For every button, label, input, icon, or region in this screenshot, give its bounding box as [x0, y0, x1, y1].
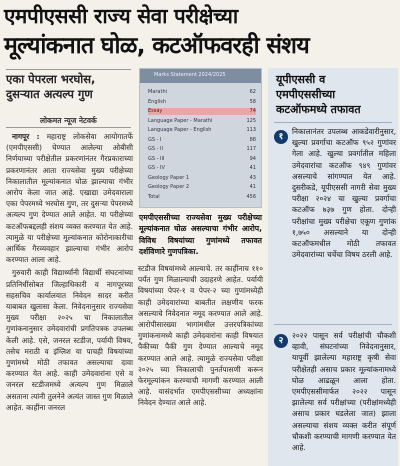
marksheet-score: 88: [249, 136, 256, 143]
sidebar-item-1: [274, 126, 396, 260]
number-badge: १: [274, 130, 288, 144]
marksheet-row: [148, 127, 256, 134]
article-column-middle: [138, 263, 263, 409]
dateline: नागपूर :: [12, 132, 40, 141]
article-paragraph: स्टडीज विषयांमध्ये आल्याचे. तर काहींनाच ११० पर्यंत गुण मिळाल्याची उदाहरणे आहेत. पर्यायी विषयांच्या पेपर-१ व पेपर-२ च्या गुणांमध्येही काही उमेदवारांच्या बाबतीत लक्षणीय फरक असल्याचे निवेदनात नमूद करण्यात आले आहे. आरोपीसारख्या भागांमधील उत्तरपत्रिकांच्या गुणांकनामध्ये काही उमेदवारांना काही विषयात पैकीच्या पैकी गुण देण्यात आल्याचे नमूद करण्यात आले आहे. त्यामुळे राज्यसेवा परीक्षा २०२५ च्या निकालाची पुनर्तपासणी करून फेरमूल्यांकन करण्याची मागणी करण्यात आली आहे. यासंदर्भात एमपीएससीच्या अध्यक्षांना निवेदन देण्यात आले आहे.: [138, 264, 263, 408]
marksheet-subject: Essay: [148, 108, 163, 114]
marksheet-row: [148, 175, 256, 182]
marksheet-subject: GS - IV: [148, 165, 165, 171]
marksheet-row: [148, 146, 256, 153]
marksheet-row: [148, 89, 256, 96]
subheadline-line-1: एका पेपरला भरघोस,: [6, 72, 96, 86]
marksheet-subject: Geology Paper 1: [148, 174, 190, 181]
marksheet-subject: Marathi: [148, 89, 168, 95]
marksheet-subject: Language Paper - English: [148, 127, 212, 133]
marksheet-subject: GS - I: [148, 136, 162, 143]
marksheet-subject: Geology Paper 2: [148, 184, 190, 190]
photo-caption: एमपीएससीच्या राज्यसेवा मुख्य परीक्षेच्या मूल्यांकनात घोळ असल्याचा गंभीर आरोप, विविध विषयांच्या गुणांमध्ये तफावत दर्शविणारे गुणपत्रिका.: [139, 213, 262, 256]
headline-line-1: एमपीएससी राज्य सेवा परीक्षेच्या: [4, 4, 238, 28]
sidebar-item-2: [274, 330, 396, 453]
subheadline: [6, 72, 136, 102]
marksheet-score: 41: [249, 165, 256, 171]
sidebar-box: [268, 68, 398, 466]
marksheet-subject: English: [148, 98, 167, 105]
marksheet-score: 94: [249, 155, 256, 162]
marksheet-subject: GS - III: [148, 155, 165, 162]
marksheet-row: [148, 99, 256, 106]
marksheet-score: 62: [249, 89, 256, 95]
article-paragraph: महाराष्ट्र लोकसेवा आयोगातर्फे (एमपीएससी) घेण्यात आलेल्या ओबीसी निर्णयाच्या परीक्षेतील प्रकरणांनंतर गैरप्रकाराच्या प्रकरणानंतर आता राज्यसेवा मुख्य परीक्षेच्या निकालातील मूल्यांकनात घोळ झाल्याचा गंभीर आरोप केला जात आहे. एखाद्या उमेदवाराला एका पेपरमध्ये भरघोस गुण, तर दुसऱ्या पेपरमध्ये अत्यल्प गुण देण्यात आले आहेत. या परीक्षेच्या कटऑफबद्दलही संशय व्यक्त करण्यात येत आहे. त्यामुळे या परीक्षेच्या मूल्यांकनात कोरोनाकारीचा आर्थिक गैरव्यवहार झाल्याचा गंभीर आरोप करण्यात आला आहे.: [6, 132, 133, 265]
marksheet-score: 41: [249, 184, 256, 190]
marksheet-score: 74: [249, 108, 256, 114]
marksheet-row: [148, 165, 256, 172]
marksheet-row: [148, 184, 256, 191]
byline: लोकमत न्यूज नेटवर्क: [40, 116, 97, 125]
article-paragraph: गुरुवारी काही विद्यार्थ्यांनी विद्यार्थी संघटनांच्या प्रतिनिधींसोबत जिल्हाधिकारी व नागपूरच्या सहसचिव कार्यालयात निवेदन सादर करीत याबाबत खुलासा केला. निवेदनानुसार राज्यसेवा मुख्य परीक्षा २०२५ चा निकालातील गुणांकनानुसार उमेदवारांची प्रगतिपत्रक उपलब्ध केली आहे. एसे, जनरल स्टडीज, पर्यायी विषय, तसेच मराठी व इंग्लिश या पाचही विषयांच्या गुणांमध्ये मोठी तफावत असल्याचा दावा करण्यात येत आहे. काही उमेदवारांना एसे व जनरल स्टडीजमध्ये अत्यल्प गुण मिळाले असताना त्यांनी तुलनेने अत्यंत जास्त गुण मिळाले आहेत. काहींना जनरल: [6, 268, 133, 412]
marksheet-score: 125: [246, 117, 256, 124]
marksheet-row: [148, 118, 256, 125]
marksheet-subject: GS - II: [148, 146, 163, 152]
marksheet-subject: Language Paper - Marathi: [148, 117, 213, 124]
headline-line-2: मूल्यांकनात घोळ, कटऑफवरही संशय: [4, 33, 310, 59]
marksheet-header: Marks Statement 2024/2025: [140, 69, 261, 83]
divider: [6, 69, 131, 70]
headline: [4, 2, 396, 62]
marksheet-score: 117: [246, 146, 256, 152]
article-column-left: [6, 131, 133, 415]
sidebar-title: यूपीएससी व एमपीएससीच्या कटऑफमध्ये तफावत: [276, 73, 361, 116]
divider: [274, 122, 392, 123]
number-badge: २: [274, 334, 288, 348]
marksheet-photo: [139, 68, 262, 208]
marksheet-row: [148, 194, 256, 201]
divider: [6, 127, 131, 128]
marksheet-score: 113: [246, 127, 256, 133]
subheadline-line-2: दुसऱ्यात अत्यल्प गुण: [6, 87, 93, 101]
marksheet-score: 43: [249, 174, 256, 181]
marksheet-row: [148, 156, 256, 163]
sidebar-item-text: निकालानंतर उपलब्ध आकडेवारीनुसार, खुल्या प्रवर्गाचा कटऑफ ९५२ गुणांवर गेला आहे. खुल्या प्रवर्गातील महिला उमेदवारांचा कटऑफ ९४९ गुणांवर असल्याचे सांगण्यात येत आहे. दुसरीकडे, यूपीएससी नागरी सेवा मुख्य परीक्षा २०२४ चा खुल्या प्रवर्गाचा कटऑफ ७३७ गुण होता. दोन्ही परीक्षांचा मुख्य परीक्षेचा एकूण गुणांक १,७५० असल्याने या दोन्ही कटऑफमधील मोठी तफावत उमेदवारांच्या चर्चेचा विषय ठरली आहे.: [292, 127, 396, 260]
marksheet-row: [148, 137, 256, 144]
marksheet-subject: Total: [148, 193, 160, 200]
marksheet-row: [148, 108, 256, 115]
divider: [274, 324, 392, 325]
marksheet-score: 456: [246, 193, 256, 200]
sidebar-item-text: २०२२ पासून सर्व परीक्षांची चौकशी व्हावी, संघटनांच्या निवेदनानुसार, यापूर्वी झालेल्या महाराष्ट्र कृषी सेवा परीक्षेतही असाच प्रकार मूल्यांकनामध्ये घोळ आढळून आला होता. एमपीएससीमार्फत २०२२ पासून झालेल्या सर्व परीक्षांच्या (परीक्षांमध्येही असाच प्रकार घडलेला जात) झाला असल्याचा संशय व्यक्त करीत संपूर्ण चौकशी करण्याची मागणी करण्यात येत आहे.: [292, 331, 396, 453]
marksheet-score: 58: [249, 98, 256, 105]
